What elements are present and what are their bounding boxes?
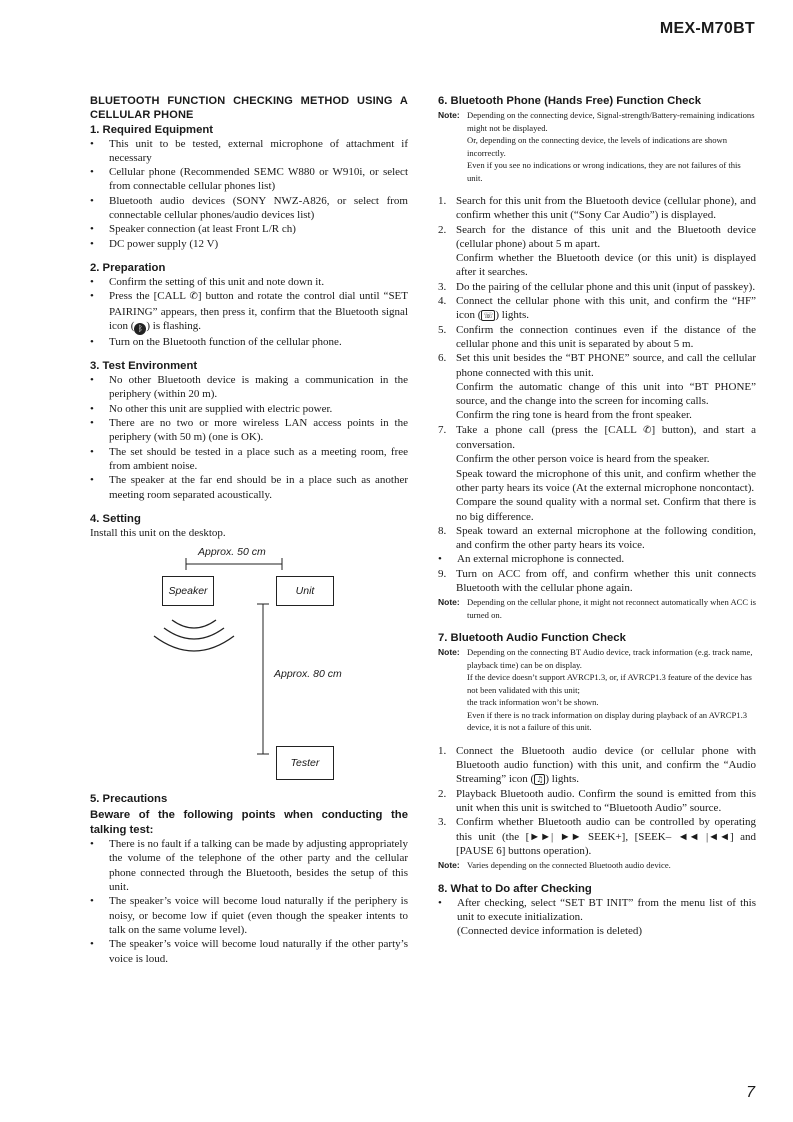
list-item: • The speaker’s voice will become loud naturally if the periphery is noisy, or become low if quiet (even though the speaker intents to talk on the same volume level). [90,894,408,937]
step-number: 4. [438,295,447,308]
list-item: • DC power supply (12 V) [90,237,408,251]
step-text: Do the pairing of the cellular phone and this unit (input of passkey). [456,280,756,293]
sound-wave-icon [164,628,224,639]
step-text: Search for this unit from the Bluetooth device (cellular phone), and confirm whether this unit (“Sony Car Audio”) is displayed. [456,195,756,222]
step-text: Confirm the automatic change of this unit into “BT PHONE” source, and the change into the screen for incoming calls. [456,380,756,408]
step-item [438,787,756,816]
step-item [438,351,756,422]
list-item: • Cellular phone (Recommended SEMC W880 or W910i, or select from connectable cellular phones list) [90,165,408,194]
bluetooth-icon: ᛒ [134,323,146,335]
sound-wave-icon [172,620,216,628]
step-text: Playback Bluetooth audio. Confirm the sound is emitted from this unit when this unit is switched to “Bluetooth Audio” source. [456,787,756,814]
text: ) is flashing. [146,319,202,332]
phone-icon: ✆ [189,291,198,303]
precautions-subheading: Beware of the following points when conducting the talking test: [90,809,408,836]
step-item [438,567,756,596]
step-number: 1. [438,744,447,757]
section-heading: 1. Required Equipment [90,123,214,136]
precautions-list [90,837,408,966]
note-label: Note: [438,860,460,871]
label-approx-80: Approx. 80 cm [274,668,342,681]
step-text: ) lights. [495,309,529,322]
section-heading: 5. Precautions [90,793,168,806]
note-line: Depending on the connecting BT Audio device, track information (e.g. track name, playback time) can be on display. [467,647,753,670]
step-item [438,815,756,858]
step-item [438,524,756,553]
list-item: • Bluetooth audio devices (SONY NWZ-A826, or select from connectable cellular phones/audio devices list) [90,194,408,223]
step-number: 5. [438,323,447,336]
section-heading: 7. Bluetooth Audio Function Check [438,632,626,645]
equipment-list [90,137,408,251]
list-item: • The speaker at the far end should be in a place such as another meeting room separated acoustically. [90,473,408,502]
step-number: 3. [438,280,447,293]
step-number: 7. [438,423,447,436]
step-text: ] button), and start a conversation. [456,423,756,452]
step-item [438,744,756,787]
text: Press the [CALL [109,290,190,303]
label-approx-50: Approx. 50 cm [198,546,266,559]
step-text: Confirm whether Bluetooth audio can be controlled by operating this unit (the [►►| ►► SEEK+], [SEEK– ◄◄ |◄◄] and [PAUSE 6] buttons operation). [456,816,756,857]
spacer [438,734,756,744]
note [438,109,756,184]
preparation-list [90,275,408,349]
hands-free-icon: ☏ [483,311,494,321]
step-text: Compare the sound quality with a normal set. Confirm that there is no big difference. [456,496,756,523]
note-label: Note: [438,110,460,120]
note-line: the track information won’t be shown. [467,697,599,708]
section-required-equipment [90,123,408,251]
phone-check-steps-cont [438,567,756,596]
list-item: • This unit to be tested, external microphone of attachment if necessary [90,137,408,166]
text: ] button and rotate the control dial until “SET PAIRING” appears, then press it, confirm that the Bluetooth signal icon ( [109,290,408,332]
note-line: Depending on the connecting device, Signal-strength/Battery-remaining indications might not be displayed. [467,110,755,133]
step-number: 6. [438,352,447,365]
audio-check-steps [438,744,756,858]
list-item: • Speaker connection (at least Front L/R ch) [90,222,408,236]
note-body: Depending on the cellular phone, it might not reconnect automatically when ACC is turned on. [467,597,757,620]
list-item: • Turn on the Bluetooth function of the cellular phone. [90,335,408,349]
section-phone-check [438,94,756,621]
step-item [438,294,756,323]
list-item: • The set should be tested in a place such as a meeting room, free from ambient noise. [90,445,408,474]
step-text: ) lights. [545,773,579,786]
step-number: 3. [438,816,447,829]
note-body [467,646,756,734]
note-line: If the device doesn’t support AVRCP1.3, or, if AVRCP1.3 feature of the device has not been validated with this unit; [467,672,752,695]
diagram-lines [90,546,408,792]
text: (Connected device information is deleted) [457,925,643,938]
speaker-box: Speaker [162,576,214,606]
setup-diagram [90,546,408,792]
tester-box: Tester [276,746,334,780]
spacer [438,184,756,194]
left-column [90,94,408,966]
step-text: Take a phone call (press the [CALL [456,423,644,436]
step-text: Confirm whether the Bluetooth device (or this unit) is displayed after it searches. [456,252,756,279]
step-text: Confirm the ring tone is heard from the front speaker. [456,409,692,422]
list-item [438,896,756,939]
step-text: Search for the distance of this unit and the Bluetooth device (cellular phone) about 5 m apart. [456,223,756,250]
setting-text: Install this unit on the desktop. [90,526,226,539]
step-number: 8. [438,524,447,537]
step-text: Speak toward an external microphone at the following condition, and confirm the other party hears its voice. [456,524,756,552]
environment-list [90,373,408,502]
step-text: Set this unit besides the “BT PHONE” source, and call the cellular phone connected with this unit. [456,352,756,379]
sound-wave-icon [154,636,234,651]
note-line: Even if there is no track information on display during playback of an AVRCP1.3 device, it is not a failure of this unit. [467,709,748,733]
step-item [438,280,756,294]
step-item [438,223,756,280]
step-text: Turn on ACC from off, and confirm whether this unit connects Bluetooth with the cellular phone again. [456,567,756,595]
section-audio-check [438,631,756,871]
section-test-environment [90,359,408,502]
section-preparation [90,261,408,349]
step-item [438,194,756,223]
step-number: 2. [438,787,447,800]
section-heading: 8. What to Do after Checking [438,882,592,895]
section-setting [90,512,408,792]
step-item [438,323,756,352]
list-item [90,289,408,335]
step-number: 1. [438,195,447,207]
section-heading: 4. Setting [90,512,141,525]
unit-box: Unit [276,576,334,606]
section-heading: 6. Bluetooth Phone (Hands Free) Function Check [438,95,701,107]
section-heading: 3. Test Environment [90,360,198,373]
step-text: Confirm the connection continues even if the distance of the cellular phone and this unit is separated by about 5 m. [456,323,756,350]
list-item: • There are no two or more wireless LAN access points in the periphery (with 50 m) (one is OK). [90,416,408,445]
section-after-checking [438,882,756,939]
model-number: MEX-M70BT [659,20,755,37]
note [438,859,756,872]
text: After checking, select “SET BT INIT” from the menu list of this unit to execute initialization. [457,896,756,923]
page-number: 7 [746,1084,755,1101]
list-item: • The speaker’s voice will become loud naturally if the other party’s voice is loud. [90,937,408,966]
step8-bullets [438,552,756,566]
list-item: • There is no fault if a talking can be made by adjusting appropriately the volume of the telephone of the other party and the cellular phone connected through the Bluetooth, besides the setup of this unit. [90,837,408,894]
note-line: Even if you see no indications or wrong indications, they are not failures of this unit. [467,160,741,183]
list-item: • No other this unit are supplied with electric power. [90,402,408,416]
note [438,646,756,734]
after-check-list [438,896,756,939]
note-body: Varies depending on the connected Bluetooth audio device. [467,860,671,871]
note-label: Note: [438,597,460,608]
note-body [467,109,756,184]
note-line: Or, depending on the connecting device, the levels of indications are shown incorrectly. [467,135,728,158]
section-precautions [90,792,408,966]
list-item: • Confirm the setting of this unit and note down it. [90,275,408,289]
list-item: • An external microphone is connected. [438,552,756,566]
note-label: Note: [438,647,460,658]
audio-streaming-icon: ♫ [536,775,544,785]
step-text: Confirm the other person voice is heard from the speaker. [456,453,710,466]
phone-icon: ✆ [643,424,652,436]
right-column [438,94,756,939]
section-heading: 2. Preparation [90,261,166,274]
step-text: Connect the cellular phone with this unit, and confirm the “HF” icon ( [456,295,756,322]
phone-check-steps [438,194,756,552]
list-item: • No other Bluetooth device is making a communication in the periphery (within 20 m). [90,373,408,402]
page-title: BLUETOOTH FUNCTION CHECKING METHOD USING A CELLULAR PHONE [90,95,408,122]
note [438,596,756,621]
step-number: 2. [438,223,447,236]
step-number: 9. [438,567,447,580]
step-text: Connect the Bluetooth audio device (or cellular phone with Bluetooth audio function) with this unit, and confirm the “Audio Streaming” icon ( [456,744,756,786]
step-text: Speak toward the microphone of this unit, and confirm whether the other party hears its voice (At the external microphone noncontact). [456,467,756,494]
step-item [438,423,756,524]
